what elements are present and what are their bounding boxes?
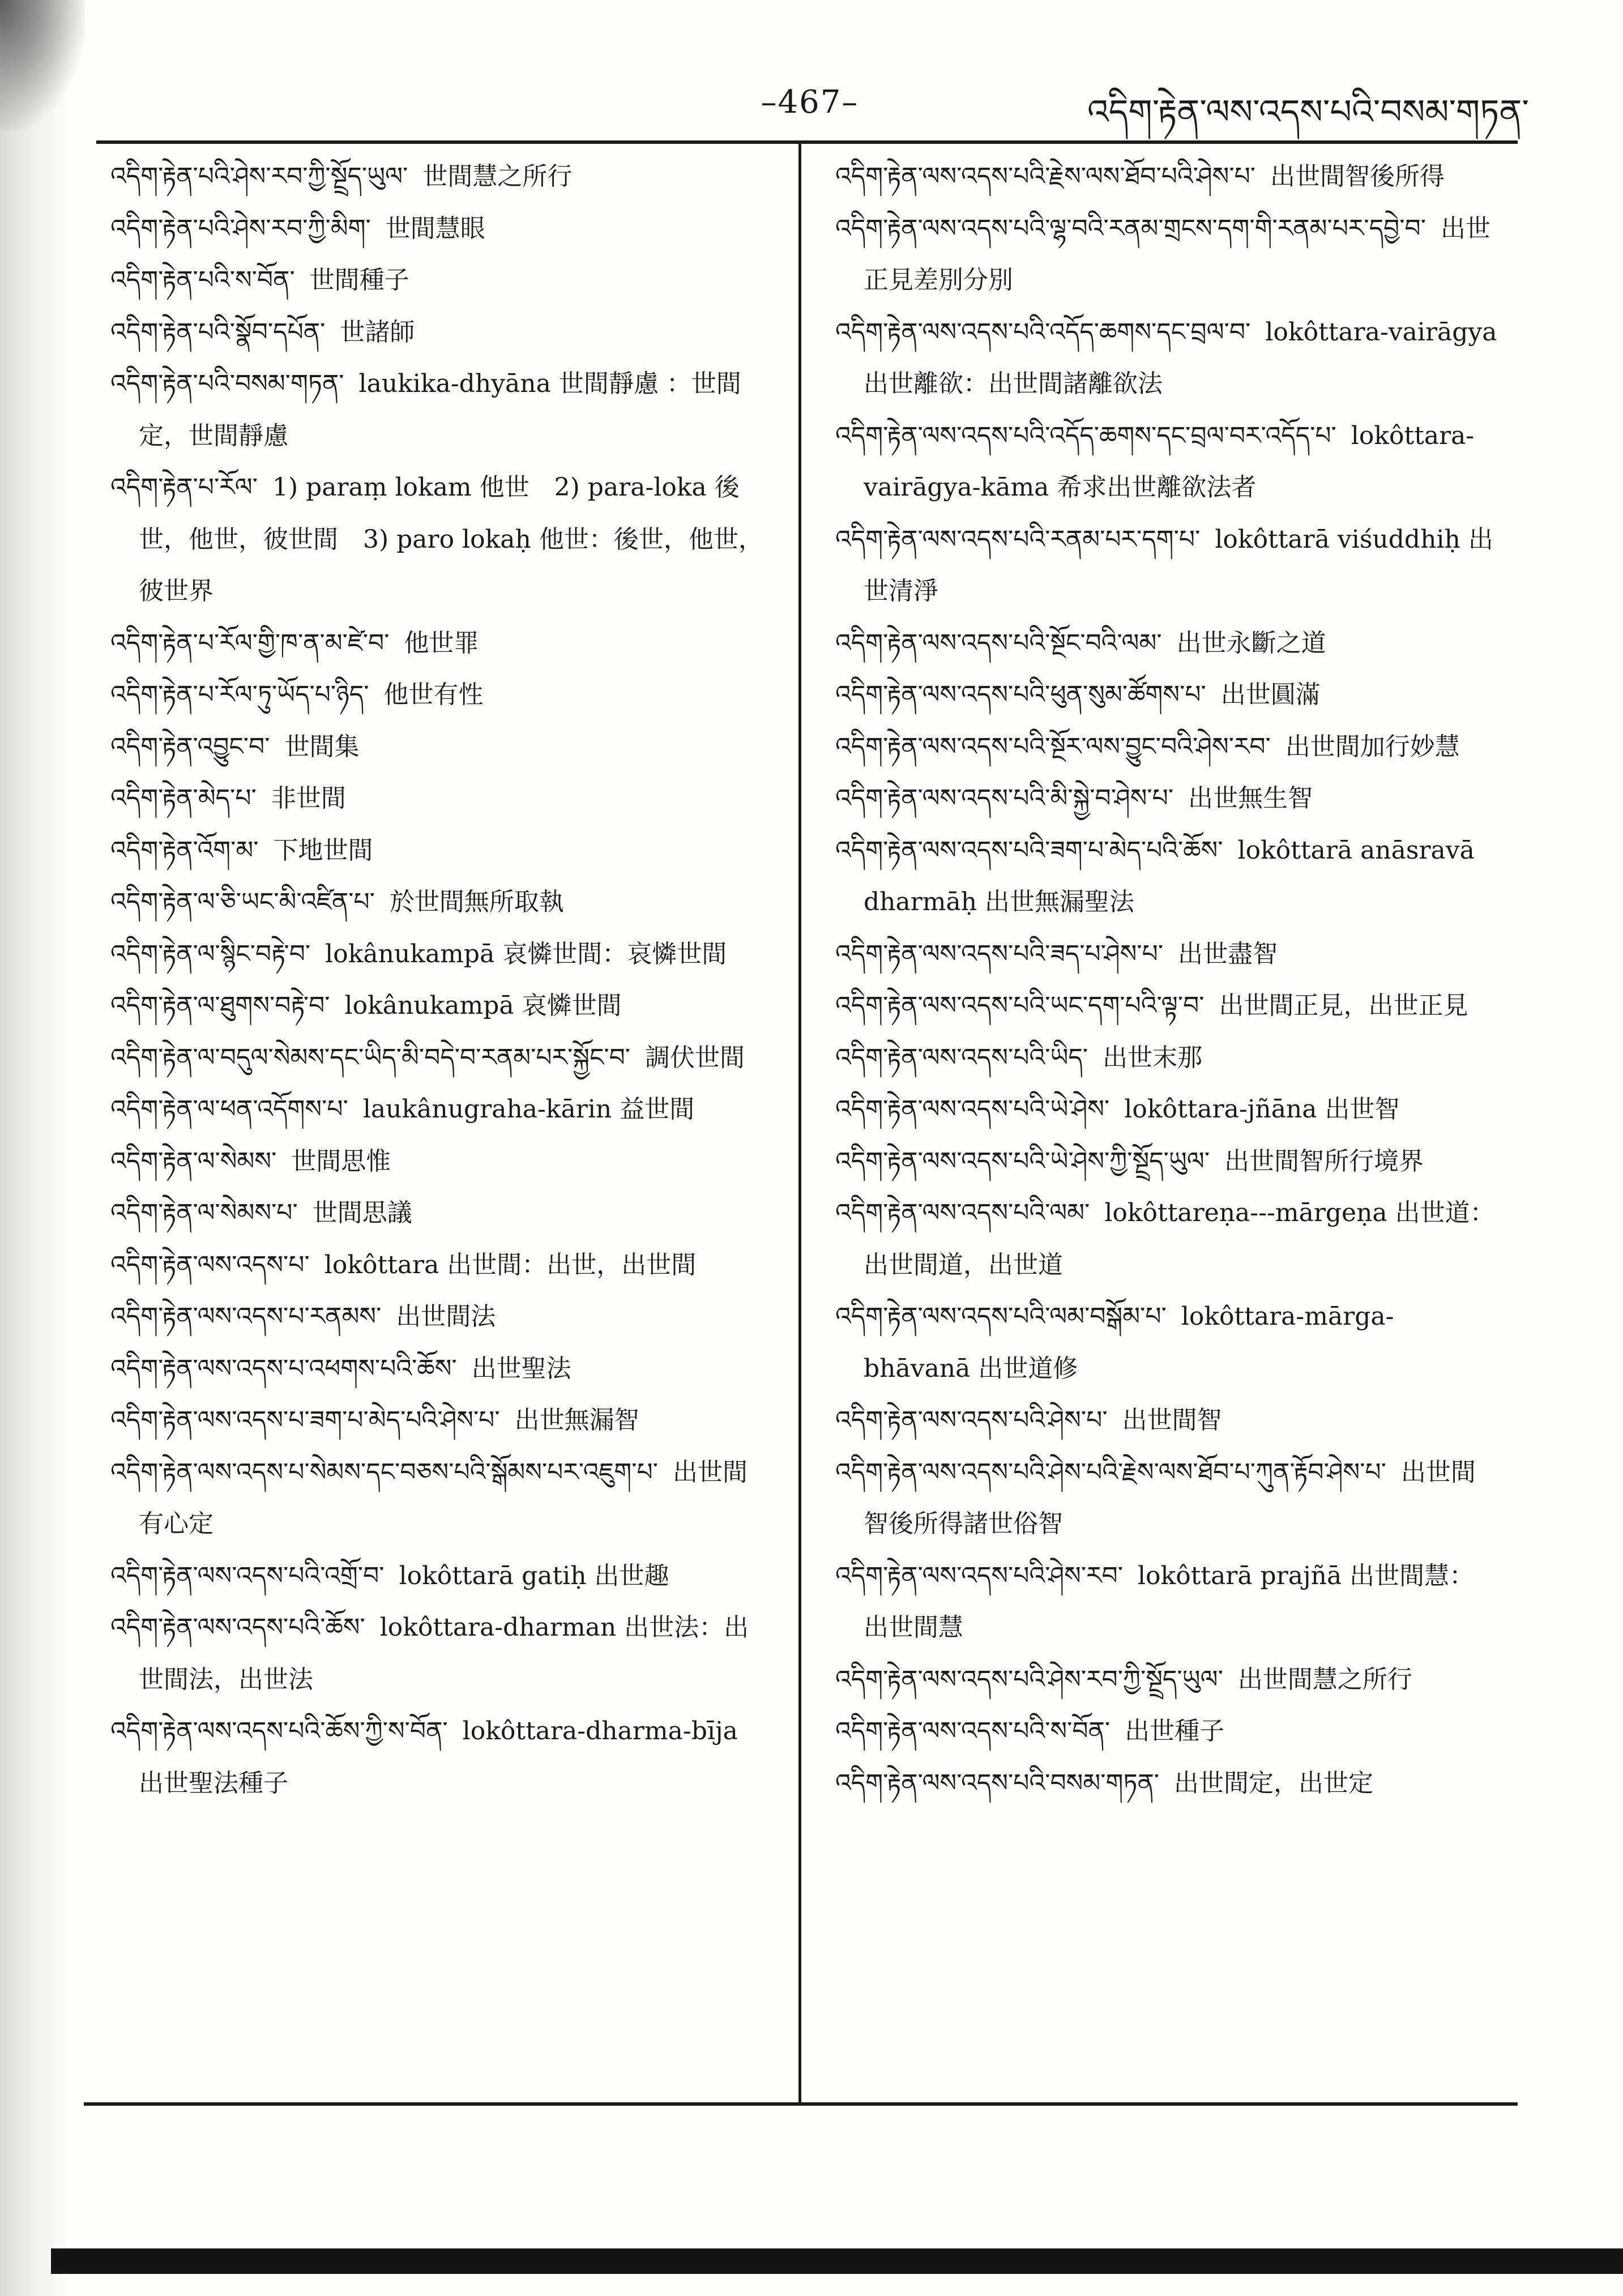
entry-gloss: 1) paraṃ lokam 他世 2) para-loka 後世，他世，彼世間 3) paro lokaḥ 他世：後世，他世，彼世界: [139, 473, 763, 605]
dictionary-entry: [110, 1343, 767, 1395]
entry-gloss: lokôttara 出世間：出世，出世間: [324, 1250, 697, 1279]
dictionary-entry: [835, 669, 1498, 721]
entry-gloss: 出世種子: [1125, 1717, 1225, 1746]
entry-gloss: lokôttarā prajñā 出世間慧：出世間慧: [864, 1561, 1475, 1642]
entry-gloss: 出世末那: [1103, 1043, 1203, 1072]
entry-gloss: 出世間加行妙慧: [1285, 732, 1460, 761]
entry-tibetan: འདིག་རྟེན་ལས་འདས་པའི་ཡེ་ཤེས་: [835, 1095, 1110, 1124]
dictionary-entry: [110, 254, 767, 306]
entry-gloss: 出世無漏智: [514, 1406, 639, 1435]
entry-tibetan: འདིག་རྟེན་ལས་འདས་པའི་སྔོར་ལས་བྱུང་བའི་ཤེས་རབ་: [835, 732, 1271, 761]
dictionary-entry: [110, 617, 767, 669]
dictionary-entry: [835, 928, 1498, 980]
dictionary-entry: [110, 1394, 767, 1446]
entry-tibetan: འདིག་རྟེན་ལ་སྙིང་བརྟེ་བ་: [110, 939, 311, 968]
entry-tibetan: འདིག་རྟེན་ལས་འདས་པའི་ས་བོན་: [835, 1717, 1111, 1746]
dictionary-entry: [110, 1291, 767, 1343]
dictionary-entry: [110, 1602, 767, 1705]
entry-tibetan: འདིག་རྟེན་ལས་འདས་པ་ཟག་པ་མེད་པའི་ཤེས་པ་: [110, 1406, 500, 1435]
entry-tibetan: འདིག་རྟེན་པའི་ཤེས་རབ་ཀྱི་སྔྲོད་ཡུལ་: [110, 162, 408, 191]
entry-gloss: lokânukampā 哀憐世間：哀憐世間: [325, 939, 727, 968]
entry-gloss: 出世盡智: [1178, 939, 1278, 968]
dictionary-entry: [110, 1083, 767, 1136]
entry-tibetan: འདིག་རྟེན་ལས་འདས་པའི་ཕུན་སུམ་ཚོགས་པ་: [835, 680, 1206, 709]
entry-gloss: lokôttara-dharma-bīja 出世聖法種子: [139, 1717, 738, 1798]
entry-tibetan: འདིག་རྟེན་མེད་པ་: [110, 784, 257, 813]
dictionary-entry: [835, 151, 1498, 203]
entry-tibetan: འདིག་རྟེན་ལས་འདས་པའི་ཤེས་པ་: [835, 1406, 1108, 1435]
entry-gloss: 調伏世間: [645, 1043, 745, 1072]
dictionary-entry: [110, 773, 767, 825]
entry-tibetan: འདིག་རྟེན་ལས་འདས་པའི་ལམ་: [835, 1198, 1090, 1227]
dictionary-entry: [110, 1239, 767, 1291]
entry-gloss: 世間集: [284, 732, 360, 761]
entry-tibetan: འདིག་རྟེན་ལས་འདས་པ་སེམས་དང་བཅས་པའི་སྒོམས་པར་འཇུག་པ་: [110, 1457, 658, 1487]
dictionary-entry: [110, 980, 767, 1032]
entry-tibetan: འདིག་རྟེན་ལས་འདས་པའི་ཤེས་པའི་རྗེས་ལས་ཐོབ་པ་ཀུན་རྟོབ་ཤེས་པ་: [835, 1457, 1386, 1487]
dictionary-entry: [835, 1291, 1498, 1394]
entry-tibetan: འདིག་རྟེན་ལས་འདས་པའི་ཆོས་ཀྱི་ས་བོན་: [110, 1717, 448, 1746]
dictionary-entry: [110, 1032, 767, 1084]
entry-tibetan: འདིག་རྟེན་ལས་འདས་པ་རནམས་: [110, 1302, 382, 1331]
entry-gloss: 出世間定，出世定: [1174, 1768, 1374, 1798]
entry-tibetan: འདིག་རྟེན་འབྱུང་བ་: [110, 732, 270, 761]
page-number: –467–: [761, 84, 859, 121]
dictionary-entry: [835, 1083, 1498, 1136]
entry-tibetan: འདིག་རྟེན་ལས་འདས་པའི་ཟད་པ་ཤེས་པ་: [835, 939, 1164, 968]
dictionary-entry: [835, 773, 1498, 825]
dictionary-entry: [110, 669, 767, 721]
entry-gloss: 出世間智後所得: [1270, 162, 1445, 191]
entry-gloss: 出世間正見，出世正見: [1219, 991, 1468, 1020]
entry-gloss: lokôttara-vairāgya-kāma 希求出世離欲法者: [864, 421, 1475, 502]
entry-tibetan: འདིག་རྟེན་ལས་འདས་པའི་ཡང་དག་པའི་ལྟ་བ་: [835, 991, 1205, 1020]
entry-gloss: 他世有性: [383, 680, 484, 709]
entry-tibetan: འདིག་རྟེན་པའི་བསམ་གཏན་: [110, 369, 344, 398]
bottom-rule: [84, 2102, 1518, 2106]
entry-tibetan: འདིག་རྟེན་ལས་འདས་པ་: [110, 1250, 310, 1279]
dictionary-entry: [835, 1550, 1498, 1654]
entry-tibetan: འདིག་རྟེན་འོག་མ་: [110, 835, 259, 865]
entry-gloss: 出世間智所行境界: [1224, 1146, 1424, 1176]
entry-gloss: 出世聖法: [471, 1354, 571, 1383]
dictionary-entry: [835, 1705, 1498, 1757]
entry-tibetan: འདིག་རྟེན་ལས་འདས་པ་འཕགས་པའི་ཆོས་: [110, 1354, 457, 1383]
entry-tibetan: འདིག་རྟེན་ལས་འདས་པའི་ཤེས་རབ་ཀྱི་སྔྲོད་ཡུལ་: [835, 1665, 1223, 1694]
entry-gloss: laukânugraha-kārin 益世間: [362, 1095, 695, 1124]
dictionary-entry: [110, 1705, 767, 1809]
left-column: [110, 151, 767, 1809]
entry-tibetan: འདིག་རྟེན་པའི་ཤེས་རབ་ཀྱི་མིག་: [110, 214, 371, 243]
entry-gloss: 出世間有心定: [139, 1457, 748, 1538]
dictionary-entry: [110, 721, 767, 773]
entry-tibetan: འདིག་རྟེན་ལས་འདས་པའི་ལམ་བསྒོམ་པ་: [835, 1302, 1167, 1331]
entry-gloss: lokôttara-dharman 出世法：出世間法，出世法: [139, 1613, 749, 1694]
entry-gloss: 他世罪: [404, 628, 479, 658]
dictionary-entry: [835, 306, 1498, 410]
entry-gloss: 於世間無所取執: [389, 887, 564, 916]
entry-gloss: 出世圓滿: [1220, 680, 1321, 709]
entry-gloss: 出世間法: [396, 1302, 496, 1331]
entry-gloss: lokôttara-jñāna 出世智: [1124, 1095, 1400, 1124]
entry-gloss: lokôttarā anāsravā dharmāḥ 出世無漏聖法: [864, 835, 1475, 916]
entry-tibetan: འདིག་རྟེན་ལས་འདས་པའི་འདོད་ཆགས་དང་བྲལ་བ་: [835, 317, 1251, 347]
entry-gloss: lokânukampā 哀憐世間: [344, 991, 622, 1020]
dictionary-entry: [110, 1550, 767, 1602]
entry-gloss: 出世間智: [1122, 1406, 1222, 1435]
entry-gloss: 下地世間: [273, 835, 373, 865]
dictionary-entry: [835, 1394, 1498, 1446]
dictionary-entry: [835, 1032, 1498, 1084]
entry-gloss: lokôttarā gatiḥ 出世趣: [399, 1561, 669, 1590]
dictionary-entry: [835, 514, 1498, 617]
entry-gloss: 世間慧之所行: [422, 162, 573, 191]
dictionary-entry: [835, 825, 1498, 928]
entry-gloss: 出世正見差別分別: [864, 214, 1490, 295]
dictionary-entry: [835, 1757, 1498, 1810]
entry-tibetan: འདིག་རྟེན་ལས་འདས་པའི་ཟག་པ་མེད་པའི་ཆོས་: [835, 835, 1223, 865]
entry-tibetan: འདིག་རྟེན་པ་རོལ་ཏུ་ཡོད་པ་ཉིད་: [110, 680, 369, 709]
scan-shadow-edge: [0, 0, 68, 2296]
dictionary-entry: [110, 203, 767, 255]
entry-gloss: 世間思惟: [291, 1146, 391, 1176]
dictionary-entry: [835, 1446, 1498, 1550]
dictionary-entry: [835, 410, 1498, 514]
entry-tibetan: འདིག་རྟེན་ལས་འདས་པའི་ཡིད་: [835, 1043, 1088, 1072]
entry-tibetan: འདིག་རྟེན་ལས་འདས་པའི་རྗེས་ལས་ཐོབ་པའི་ཤེས་པ་: [835, 162, 1256, 191]
entry-gloss: lokôttareṇa---mārgeṇa 出世道：出世間道，出世道: [864, 1198, 1495, 1279]
dictionary-entry: [835, 1654, 1498, 1706]
entry-gloss: lokôttara-vairāgya 出世離欲：出世間諸離欲法: [864, 317, 1497, 398]
right-column: [835, 151, 1498, 1809]
dictionary-entry: [835, 1136, 1498, 1188]
top-rule: [96, 140, 1518, 144]
entry-gloss: 出世間智後所得諸世俗智: [864, 1457, 1476, 1538]
entry-tibetan: འདིག་རྟེན་ལས་འདས་པའི་རནམ་པར་དག་པ་: [835, 524, 1201, 554]
entry-gloss: 世間思議: [312, 1198, 412, 1227]
dictionary-entry: [110, 928, 767, 980]
entry-tibetan: འདིག་རྟེན་ལ་ཕན་འདོགས་པ་: [110, 1095, 348, 1124]
entry-gloss: 非世間: [271, 784, 346, 813]
column-divider: [798, 142, 801, 2105]
dictionary-entry: [835, 203, 1498, 306]
entry-tibetan: འདིག་རྟེན་པ་རོལ་གྱི་ཁ་ན་མ་ཛེ་བ་: [110, 628, 390, 658]
entry-gloss: lokôttara-mārga-bhāvanā 出世道修: [864, 1302, 1394, 1383]
dictionary-entry: [110, 825, 767, 877]
entry-tibetan: འདིག་རྟེན་ལས་འདས་པའི་འདོད་ཆགས་དང་བྲལ་བར་འདོད་པ་: [835, 421, 1336, 450]
running-head: འདིག་རྟེན་ལས་འདས་པའི་བསམ་གཏན་: [1087, 92, 1529, 132]
dictionary-entry: [110, 1446, 767, 1550]
entry-gloss: 出世無生智: [1188, 784, 1313, 813]
dictionary-entry: [835, 721, 1498, 773]
entry-gloss: 出世間慧之所行: [1237, 1665, 1412, 1694]
entry-tibetan: འདིག་རྟེན་ལ་བདུལ་སེམས་དང་ཡིད་མི་བདེ་བ་རནམ་པར་སྐྱོང་བ་: [110, 1043, 631, 1072]
entry-tibetan: འདིག་རྟེན་ལས་འདས་པའི་ཡེ་ཤེས་ཀྱི་སྔྲོད་ཡུལ་: [835, 1146, 1210, 1176]
dictionary-entry: [110, 1136, 767, 1188]
entry-tibetan: འདིག་རྟེན་ལས་འདས་པའི་མི་སྐྱེ་བ་ཤེས་པ་: [835, 784, 1174, 813]
scan-corner-mark: [0, 0, 85, 130]
entry-tibetan: འདིག་རྟེན་ལ་ཐུགས་བརྟེ་བ་: [110, 991, 330, 1020]
dictionary-entry: [110, 151, 767, 203]
entry-tibetan: འདིག་རྟེན་ལ་སེམས་པ་: [110, 1198, 298, 1227]
entry-gloss: laukika-dhyāna 世間靜慮 ：世間定，世間靜慮: [139, 369, 741, 450]
dictionary-entry: [835, 1187, 1498, 1291]
entry-tibetan: འདིག་རྟེན་ལ་ཅི་ཡང་མི་འཛིན་པ་: [110, 887, 375, 916]
entry-gloss: lokôttarā viśuddhiḥ 出世清淨: [864, 524, 1493, 605]
entry-tibetan: འདིག་རྟེན་ལས་འདས་པའི་ཆོས་: [110, 1613, 365, 1642]
dictionary-entry: [110, 1187, 767, 1239]
entry-tibetan: འདིག་རྟེན་པ་རོལ་: [110, 473, 258, 502]
entry-tibetan: འདིག་རྟེན་པའི་ས་བོན་: [110, 266, 295, 295]
dictionary-entry: [110, 462, 767, 617]
entry-gloss: 世諸師: [340, 317, 415, 347]
dictionary-entry: [835, 980, 1498, 1032]
entry-tibetan: འདིག་རྟེན་ལས་འདས་པའི་བསམ་གཏན་: [835, 1768, 1160, 1798]
entry-gloss: 世間慧眼: [385, 214, 485, 243]
entry-tibetan: འདིག་རྟེན་ལ་སེམས་: [110, 1146, 277, 1176]
entry-tibetan: འདིག་རྟེན་པའི་སྣོབ་དཔོན་: [110, 317, 326, 347]
dictionary-entry: [110, 876, 767, 928]
dictionary-entry: [110, 306, 767, 359]
entry-tibetan: འདིག་རྟེན་ལས་འདས་པའི་སྔོང་བའི་ལམ་: [835, 628, 1162, 658]
entry-tibetan: འདིག་རྟེན་ལས་འདས་པའི་ལྷ་བའི་རནམ་གྲངས་དག་གི་རནམ་པར་དབྱེ་བ་: [835, 214, 1426, 243]
scan-bottom-band: [51, 2248, 1623, 2274]
dictionary-entry: [110, 358, 767, 462]
dictionary-entry: [835, 617, 1498, 669]
entry-tibetan: འདིག་རྟེན་ལས་འདས་པའི་ཤེས་རབ་: [835, 1561, 1123, 1590]
entry-gloss: 世間種子: [309, 266, 409, 295]
entry-gloss: 出世永斷之道: [1176, 628, 1326, 658]
entry-tibetan: འདིག་རྟེན་ལས་འདས་པའི་འགྲོ་བ་: [110, 1561, 385, 1590]
